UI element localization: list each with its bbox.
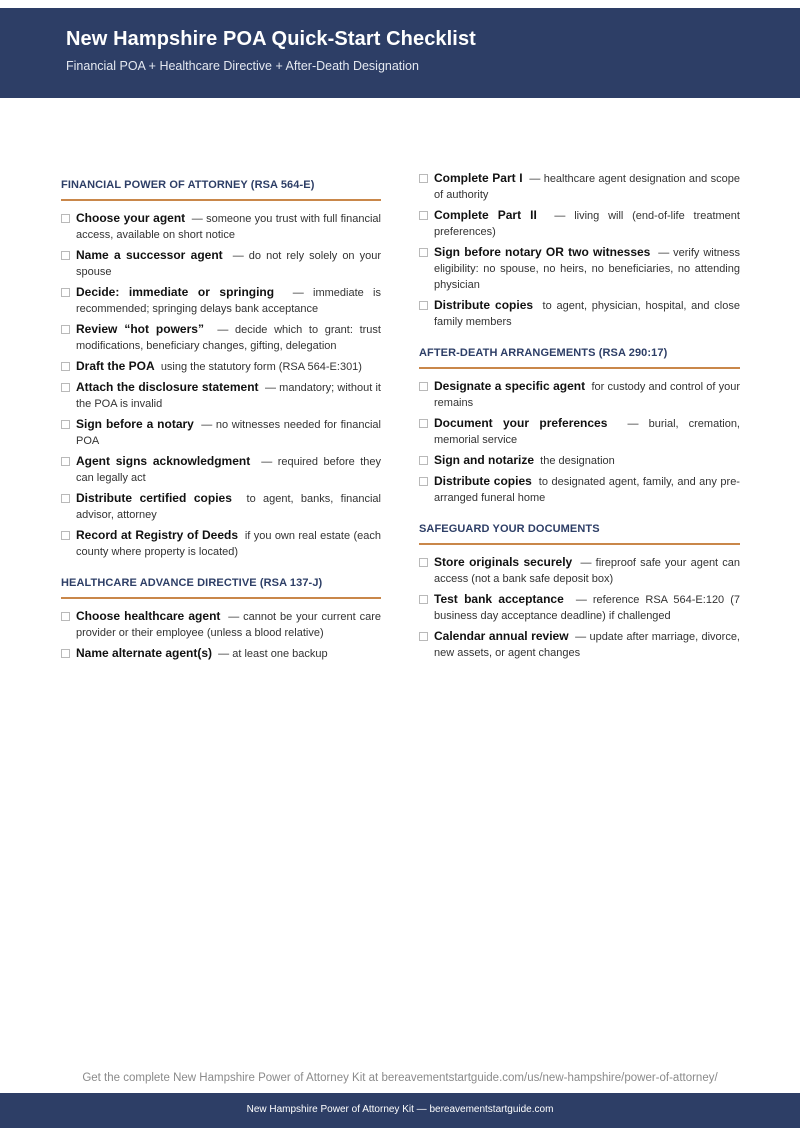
checkbox[interactable] [61,457,70,466]
item-label: Store originals securely [434,555,573,569]
checkbox[interactable] [61,362,70,371]
header-banner [0,8,800,98]
item-description: — do not rely solely on your spouse [76,250,381,278]
right-column [419,170,740,669]
checklist [61,608,381,662]
checklist-item [419,591,740,624]
checklist [419,170,740,330]
checklist-section [61,568,381,662]
item-label: Sign and notarize [434,453,535,467]
item-label: Calendar annual review [434,629,569,643]
item-label: Distribute certified copies [76,491,232,505]
footer-link-text[interactable]: Get the complete New Hampshire Power of Attorney Kit at bereavementstartguide.com/us/new-hampshire/power-of-attorney/ [82,1072,718,1084]
checkbox[interactable] [61,612,70,621]
item-description: — reference RSA 564-E:120 (7 business day acceptance deadline) if challenged [434,594,740,622]
item-description: — update after marriage, divorce, new assets, or agent changes [434,631,740,659]
item-description: to designated agent, family, and any pre-arranged funeral home [434,476,740,504]
checkbox[interactable] [61,494,70,503]
checklist [419,378,740,506]
item-label: Complete Part II [434,208,537,222]
checkbox[interactable] [61,649,70,658]
checkbox[interactable] [61,251,70,260]
item-description: — cannot be your current care provider or their employee (unless a blood relative) [76,611,381,639]
checklist-item [419,452,740,469]
item-description: to agent, physician, hospital, and close family members [434,300,740,328]
item-label: Attach the disclosure statement [76,380,259,394]
checkbox[interactable] [419,632,428,641]
checkbox[interactable] [419,456,428,465]
item-description: — living will (end-of-life treatment preferences) [434,210,740,238]
checklist-item [61,210,381,243]
item-description: using the statutory form (RSA 564-E:301) [160,361,362,373]
checklist-item [61,416,381,449]
left-column [61,170,381,670]
checkbox[interactable] [419,419,428,428]
item-label: Designate a specific agent [434,379,586,393]
section-title: HEALTHCARE ADVANCE DIRECTIVE (RSA 137-J) [61,568,381,599]
checklist-section [61,170,381,560]
checklist-section [419,514,740,661]
page-title: New Hampshire POA Quick-Start Checklist [66,28,476,50]
checklist-item [419,415,740,448]
item-description: — fireproof safe your agent can access (not a bank safe deposit box) [434,557,740,585]
checkbox[interactable] [61,288,70,297]
checkbox[interactable] [419,248,428,257]
item-description: — no witnesses needed for financial POA [76,419,381,447]
checklist-item [61,453,381,486]
checklist-section [419,338,740,506]
checkbox[interactable] [61,531,70,540]
item-description: — burial, cremation, memorial service [434,418,740,446]
item-label: Choose healthcare agent [76,609,221,623]
checklist-item [419,473,740,506]
checklist-item [419,378,740,411]
checkbox[interactable] [419,595,428,604]
item-description: — healthcare agent designation and scope of authority [434,173,740,201]
checklist-item [61,645,381,662]
item-description: to agent, banks, financial advisor, attorney [76,493,381,521]
checkbox[interactable] [61,383,70,392]
checklist-item [61,247,381,280]
item-label: Distribute copies [434,298,534,312]
item-description: if you own real estate (each county where property is located) [76,530,381,558]
item-label: Sign before notary OR two witnesses [434,245,651,259]
item-label: Name alternate agent(s) [76,646,213,660]
footer-bar-text: New Hampshire Power of Attorney Kit — bereavementstartguide.com [246,1104,554,1115]
section-title: SAFEGUARD YOUR DOCUMENTS [419,514,740,545]
checklist-item [61,284,381,317]
item-label: Document your preferences [434,416,608,430]
item-description: — immediate is recommended; springing delays bank acceptance [76,287,382,315]
page-subtitle: Financial POA + Healthcare Directive + After-Death Designation [66,59,419,73]
checkbox[interactable] [419,301,428,310]
item-description: — required before they can legally act [76,456,381,484]
item-label: Draft the POA [76,359,155,373]
checklist [419,554,740,661]
footer-bar [0,1093,800,1128]
checkbox[interactable] [61,325,70,334]
item-description: — at least one backup [218,648,328,660]
checklist [61,210,381,560]
checkbox[interactable] [419,382,428,391]
checklist-item [61,527,381,560]
item-label: Sign before a notary [76,417,194,431]
checkbox[interactable] [419,174,428,183]
item-description: — mandatory; without it the POA is invalid [76,382,381,410]
section-title: FINANCIAL POWER OF ATTORNEY (RSA 564-E) [61,170,381,201]
checklist-item [419,554,740,587]
item-label: Choose your agent [76,211,186,225]
checkbox[interactable] [419,477,428,486]
checklist-item [61,490,381,523]
checkbox[interactable] [419,211,428,220]
item-label: Agent signs acknowledgment [76,454,251,468]
item-description: — verify witness eligibility: no spouse, no heirs, no beneficiaries, no attending physician [434,247,740,291]
section-title: AFTER-DEATH ARRANGEMENTS (RSA 290:17) [419,338,740,369]
checkbox[interactable] [61,214,70,223]
item-label: Decide: immediate or springing [76,285,275,299]
checklist-item [419,170,740,203]
item-label: Distribute copies [434,474,532,488]
item-label: Complete Part I [434,171,523,185]
item-description: — someone you trust with full financial access, available on short notice [76,213,381,241]
item-description: — decide which to grant: trust modifications, beneficiary changes, gifting, delegation [76,324,381,352]
checkbox[interactable] [61,420,70,429]
checklist-item [61,608,381,641]
checklist-item [61,358,381,375]
checklist-item [419,244,740,293]
checkbox[interactable] [419,558,428,567]
checklist-item [419,297,740,330]
checklist-item [419,628,740,661]
item-description: the designation [540,455,615,467]
item-label: Record at Registry of Deeds [76,528,239,542]
item-description: for custody and control of your remains [434,381,740,409]
checklist-item [61,379,381,412]
checklist-item [419,207,740,240]
item-label: Review “hot powers” [76,322,204,336]
item-label: Test bank acceptance [434,592,564,606]
checklist-section [419,170,740,330]
checklist-item [61,321,381,354]
item-label: Name a successor agent [76,248,223,262]
